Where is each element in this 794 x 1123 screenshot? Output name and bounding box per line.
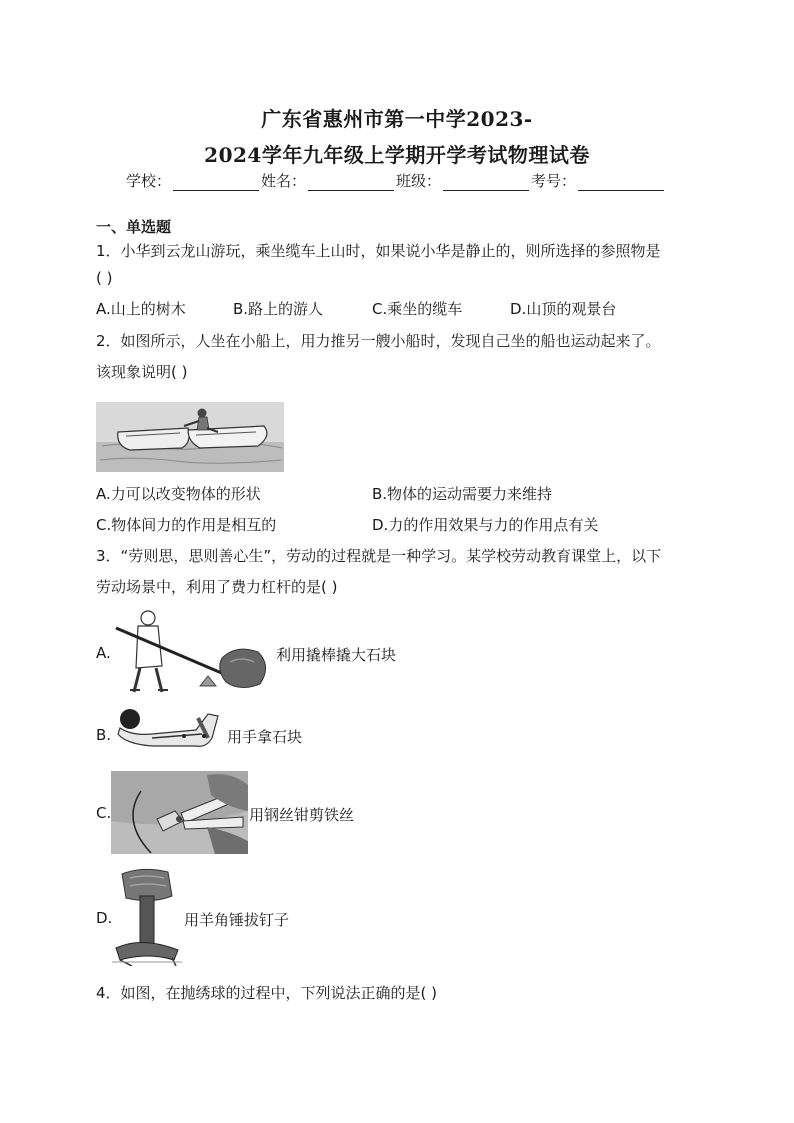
q3-stem-line2: 劳动场景中，利用了费力杠杆的是( ): [96, 578, 338, 596]
name-blank[interactable]: [308, 174, 394, 191]
crowbar-figure: [110, 606, 272, 696]
q2-option-b[interactable]: B.物体的运动需要力来维持: [372, 485, 553, 503]
q1-stem-line1: 1．小华到云龙山游玩，乘坐缆车上山时，如果说小华是静止的，则所选择的参照物是: [96, 242, 661, 260]
q3-option-d-letter[interactable]: D.: [96, 909, 113, 927]
q1-option-d[interactable]: D.山顶的观景台: [510, 300, 617, 318]
school-blank[interactable]: [173, 174, 259, 191]
class-label: 班级：: [396, 172, 442, 190]
q3-option-b-text[interactable]: 用手拿石块: [227, 728, 303, 746]
q3-option-d-text[interactable]: 用羊角锤拔钉子: [184, 911, 290, 929]
q2-stem-line1: 2．如图所示，人坐在小船上，用力推另一艘小船时，发现自己坐的船也运动起来了。: [96, 332, 661, 350]
q3-option-a-text[interactable]: 利用撬棒撬大石块: [276, 646, 397, 664]
boat-figure: [96, 402, 284, 472]
pliers-figure: [111, 771, 248, 854]
hand-stone-figure: [112, 708, 224, 752]
class-blank[interactable]: [443, 174, 529, 191]
q2-option-d[interactable]: D.力的作用效果与力的作用点有关: [372, 516, 599, 534]
q1-option-c[interactable]: C.乘坐的缆车: [372, 300, 463, 318]
hammer-figure: [112, 866, 182, 966]
q3-option-a-letter[interactable]: A.: [96, 644, 111, 662]
q1-option-a[interactable]: A.山上的树木: [96, 300, 186, 318]
student-info-row: [126, 170, 666, 191]
exam-title-line1: 广东省惠州市第一中学2023-: [261, 107, 533, 131]
q3-stem-line1: 3．“劳则思，思则善心生”，劳动的过程就是一种学习。某学校劳动教育课堂上，以下: [96, 547, 662, 565]
section-title: 一、单选题: [96, 218, 172, 236]
school-label: 学校：: [126, 172, 172, 190]
id-blank[interactable]: [578, 174, 664, 191]
q1-stem-line2: ( ): [96, 269, 113, 287]
id-label: 考号：: [531, 172, 577, 190]
name-label: 姓名：: [261, 172, 307, 190]
q2-option-c[interactable]: C.物体间力的作用是相互的: [96, 516, 277, 534]
q4-stem-line1: 4．如图，在抛绣球的过程中，下列说法正确的是( ): [96, 984, 438, 1002]
exam-title-line2: 2024学年九年级上学期开学考试物理试卷: [204, 143, 590, 167]
q3-option-c-text[interactable]: 用钢丝钳剪铁丝: [249, 806, 355, 824]
q2-stem-line2: 该现象说明( ): [96, 363, 188, 381]
q1-option-b[interactable]: B.路上的游人: [233, 300, 324, 318]
q2-option-a[interactable]: A.力可以改变物体的形状: [96, 485, 261, 503]
q3-option-c-letter[interactable]: C.: [96, 804, 112, 822]
q3-option-b-letter[interactable]: B.: [96, 726, 112, 744]
